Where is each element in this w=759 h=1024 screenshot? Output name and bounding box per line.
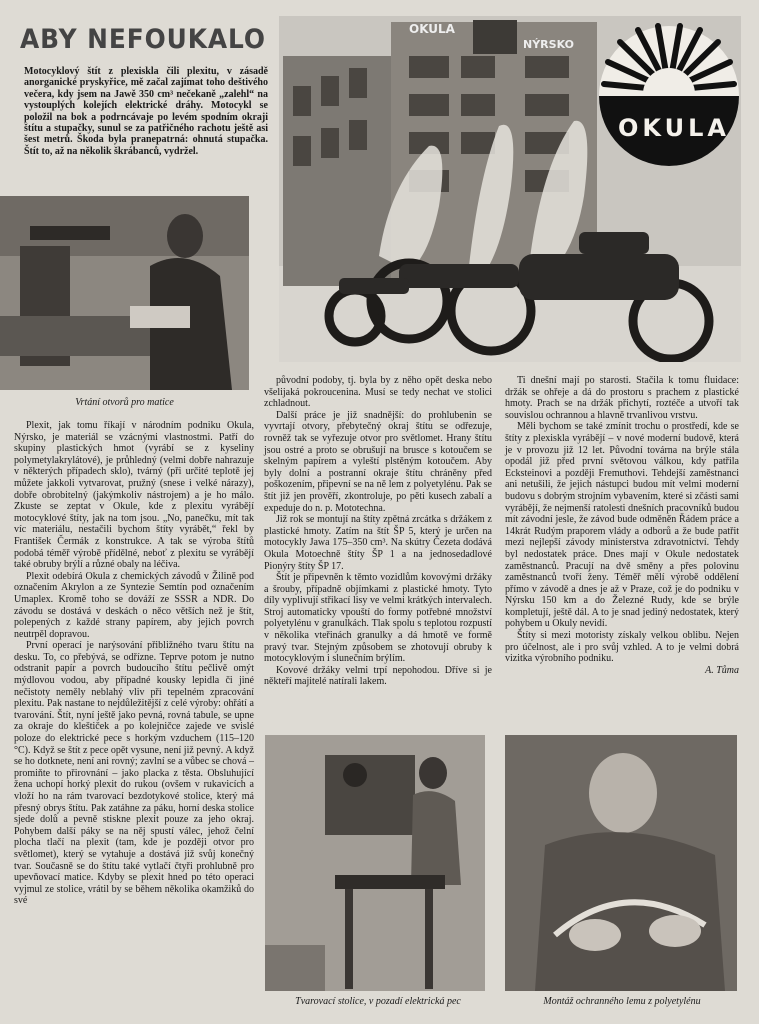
assembly-photo bbox=[505, 735, 737, 991]
assembly-caption: Montáž ochranného lemu z polyetylénu bbox=[543, 996, 701, 1007]
okula-logo-text: OKULA bbox=[618, 114, 730, 142]
col3-paragraph: Štíty si mezi motoristy získaly velkou oblibu. Nejen pro účelnost, ale i pro svůj vzhled. A to je velmi dobrá vizitka výrobního podniku. bbox=[505, 630, 739, 665]
col2-paragraph: Další práce je již snadnější: do prohlubenin se vyvrtají otvory, přebytečný okraj štítu se odřezuje, rovněž tak se vyřezuje otvor pro světlomet. Hrany štítu jsou ostré a proto se obrušují na brusce s kotoučem se skelným papírem a vyleští plstěným kotoučem. Aby byly dolní a postranní okraje štítu chráněny před poškozením, připevní se na ně lem z polyetylénu. Pak se štít již jen prověří, zkontroluje, po pěti kusech zabalí a expeduje do n. p. Mototechna. bbox=[264, 409, 492, 514]
col1-paragraph: Plexit odebírá Okula z chemických závodů v Žilině pod označením Akrylon a ze Syntezie Semtín pod označením Umaplex. Kromě toho se dováží ze SSSR a NDR. Do závodu se dostává v deskách o něco větších než je štít, polepených z každé strany papírem, aby jejich povrch neutrpěl dopravou. bbox=[14, 570, 254, 640]
column-1 bbox=[14, 420, 254, 907]
lead-paragraph: Motocyklový štít z plexiskla čili plexitu, v zásadě anorganické pryskyřice, mě začal zajímat toho deštivého večera, kdy jsem na Jawě 350 cm³ nečekaně „zalehl“ na vystouplých kolejích elektrické dráhy. Motocykl se položil na bok a podrncávaje po levém spodním okraji štítu a stupačky, sunul se za patřičného rachotu ještě asi šest metrů. Škoda byla pranepatrná: ohnutá stupačka. Štít to, až na několik škrábanců, vydržel. bbox=[24, 66, 268, 157]
col2-paragraph: Kovové držáky velmi trpí nepohodou. Dříve si je někteří majitelé natírali lakem. bbox=[264, 664, 492, 688]
author-signature: A. Tůma bbox=[705, 664, 739, 676]
headline: ABY NEFOUKALO bbox=[20, 24, 266, 55]
col3-paragraph: Ti dnešní mají po starosti. Stačila k tomu fluidace: držák se ohřeje a dá do prostoru s prachem z plastické hmoty. Prach se na držák přichytí, roztéče a utvoří tak souvislou ochrannou a hlavně trvanlivou vrstvu. bbox=[505, 375, 739, 421]
heating-station-photo bbox=[265, 735, 485, 991]
col2-paragraph: Štít je připevněn k těmto vozidlům kovovými držáky a šrouby, případně objímkami z plastické hmoty. Tyto díly vyplivují střikací lisy ve velmi krátkých intervalech. Stroj automaticky vpouští do formy potřebné množství polyetylénu v granulkách. Tlak spolu s teplotou rozpustí v několika vteřinách granulky a dá hmotě ve formě pravý tvar. Stejným způsobem se zhotovují obruby k motocyklovým i slunečním brýlím. bbox=[264, 572, 492, 665]
column-3 bbox=[505, 375, 739, 676]
col3-paragraph: Měli bychom se také zmínit trochu o prostředí, kde se štíty z plexiskla vyrábějí – v nové moderní budově, která je v provozu již 12 let. Původní továrna na brýle stála opodál již před první světovou válkou, kdy patřila Ecksteinovi a později Fremuthovi. Tehdejší zaměstnanci ani netušili, že jejich nástupci budou mít velmi moderní budovu s dobrým strojním vybavením, které si zčásti sami vyrábějí, že nejmenší ratolesti dnešních pracovníků budou mít závodní jesle, že závod bude odměněn Řádem práce a 14krát Rudým praporem vlády a odborů a že bude patřit mezi nejlepší závody ministerstva zdravotnictví. Tehdy byl nedostatek práce. Dnes mají v Okule nedostatek zaměstnanců. Pracují na dvě směny a přes polovinu zaměstnanců tvoří ženy. Téměř mělí výrobě oddělení přímo v závodě a dnes je až v Praze, což je do podniku v Nýrsku 150 km a do Železné Rudy, kde se brýle kompletují, ještě dál. A to je snad jediný nedostatek, který pohybem u Okuly nevidí. bbox=[505, 421, 739, 630]
column-2 bbox=[264, 375, 492, 688]
okula-logo bbox=[596, 22, 742, 170]
col2-paragraph: původní podoby, tj. byla by z něho opět deska nebo všelijaká pokroucenina. Musí se tedy nechat ve stolici zchladnout. bbox=[264, 375, 492, 410]
factory-sign-left: OKULA bbox=[409, 22, 455, 36]
heating-station-caption: Tvarovací stolice, v pozadí elektrická pec bbox=[295, 996, 461, 1007]
factory-sign-right: NÝRSKO bbox=[523, 38, 574, 51]
drilling-photo bbox=[0, 196, 249, 390]
col1-paragraph: Plexit, jak tomu říkají v národním podniku Okula, Nýrsko, je materiál se vzácnými vlastnostmi. Patří do skupiny plastických hmot (vyrábí se z kyseliny polymetylakrylátové), je průhledný (velmi dobře nahrazuje v některých případech sklo), tvárný (při určité teplotě jej můžete jakkoli vytvarovat, pružný (snese i velké nárazy), dobře obrobitelný (jakýmkoliv nástrojem) a je ho málo. Zkuste se zeptat v Okule, kde z plexitu vyrábějí motocyklové štíty, jak na tom jsou. „No, panečku, mít tak víc materiálu, nestačili bychom štíty vyrábět,“ řekl by František Čermák z konstrukce. A tak se výroba štítů podobá téměř výrobě přídělné, neboť z plexitu se vyrábějí také obruby brýlí a různé obaly na léčiva. bbox=[14, 420, 254, 571]
col1-paragraph: První operací je narýsování přibližného tvaru štítu na desku. To, co přebývá, se odřízne. Teprve potom je nutno odstranit papír a povrch budoucího štítu pečlivě omýt mýdlovou vodou, aby případné kousky lepidla či jiné nečistoty neměly neblahý vliv při tepelném zpracování plexitu. Pak nastane to nejdůležitější z celé výroby: ohřátí a tvarování. Štít, nyní ještě jako pevná, rovná tabule, se upne za okraje do kleštiček a po kolejničce zajede ve svislé poloze do elektrické pece s horkým vzduchem (115–120 °C). Když se štít z pece opět vysune, není již pevný. A když se ho dotknete, není ani rovný; zavlní se a vůbec se chová – promiňte to přirovnání – jako placka z těsta. Obsluhující žena uchopí horký plexit do rukou (ovšem v rukavicích a vloží ho na rám tvarovací bezdotykové stolice, který má přesný obrys štítu. Pak zatáhne za páku, horní deska stolice sjede dolů a pevně stiskne plexit pouze za jeho okraj. Pohybem další páky se na něj spustí válec, jehož čelní plocha tlačí na plexit (tam, kde je později otvor pro světlomet), který se vytahuje a dostává již svůj konečný tvar. Současně se do štítu také vytlačí čtyři prohlubně pro upevňovací matice. Kdyby se plexit hned po této operaci vyjmul ze stolice, vrátil by se během několika okamžiků do své bbox=[14, 640, 254, 907]
col2-paragraph: Již rok se montují na štíty zpětná zrcátka s držákem z plastické hmoty. Zatím na štít ŠP 5, který je určen na motocykly Jawa 175–350 cm³. Na skútry Čezeta dodává Okula Motoechně štíty ŠP 1 a na jednosedadlové Pionýry štíty ŠP 17. bbox=[264, 514, 492, 572]
drilling-caption: Vrtání otvorů pro matice bbox=[75, 397, 174, 408]
